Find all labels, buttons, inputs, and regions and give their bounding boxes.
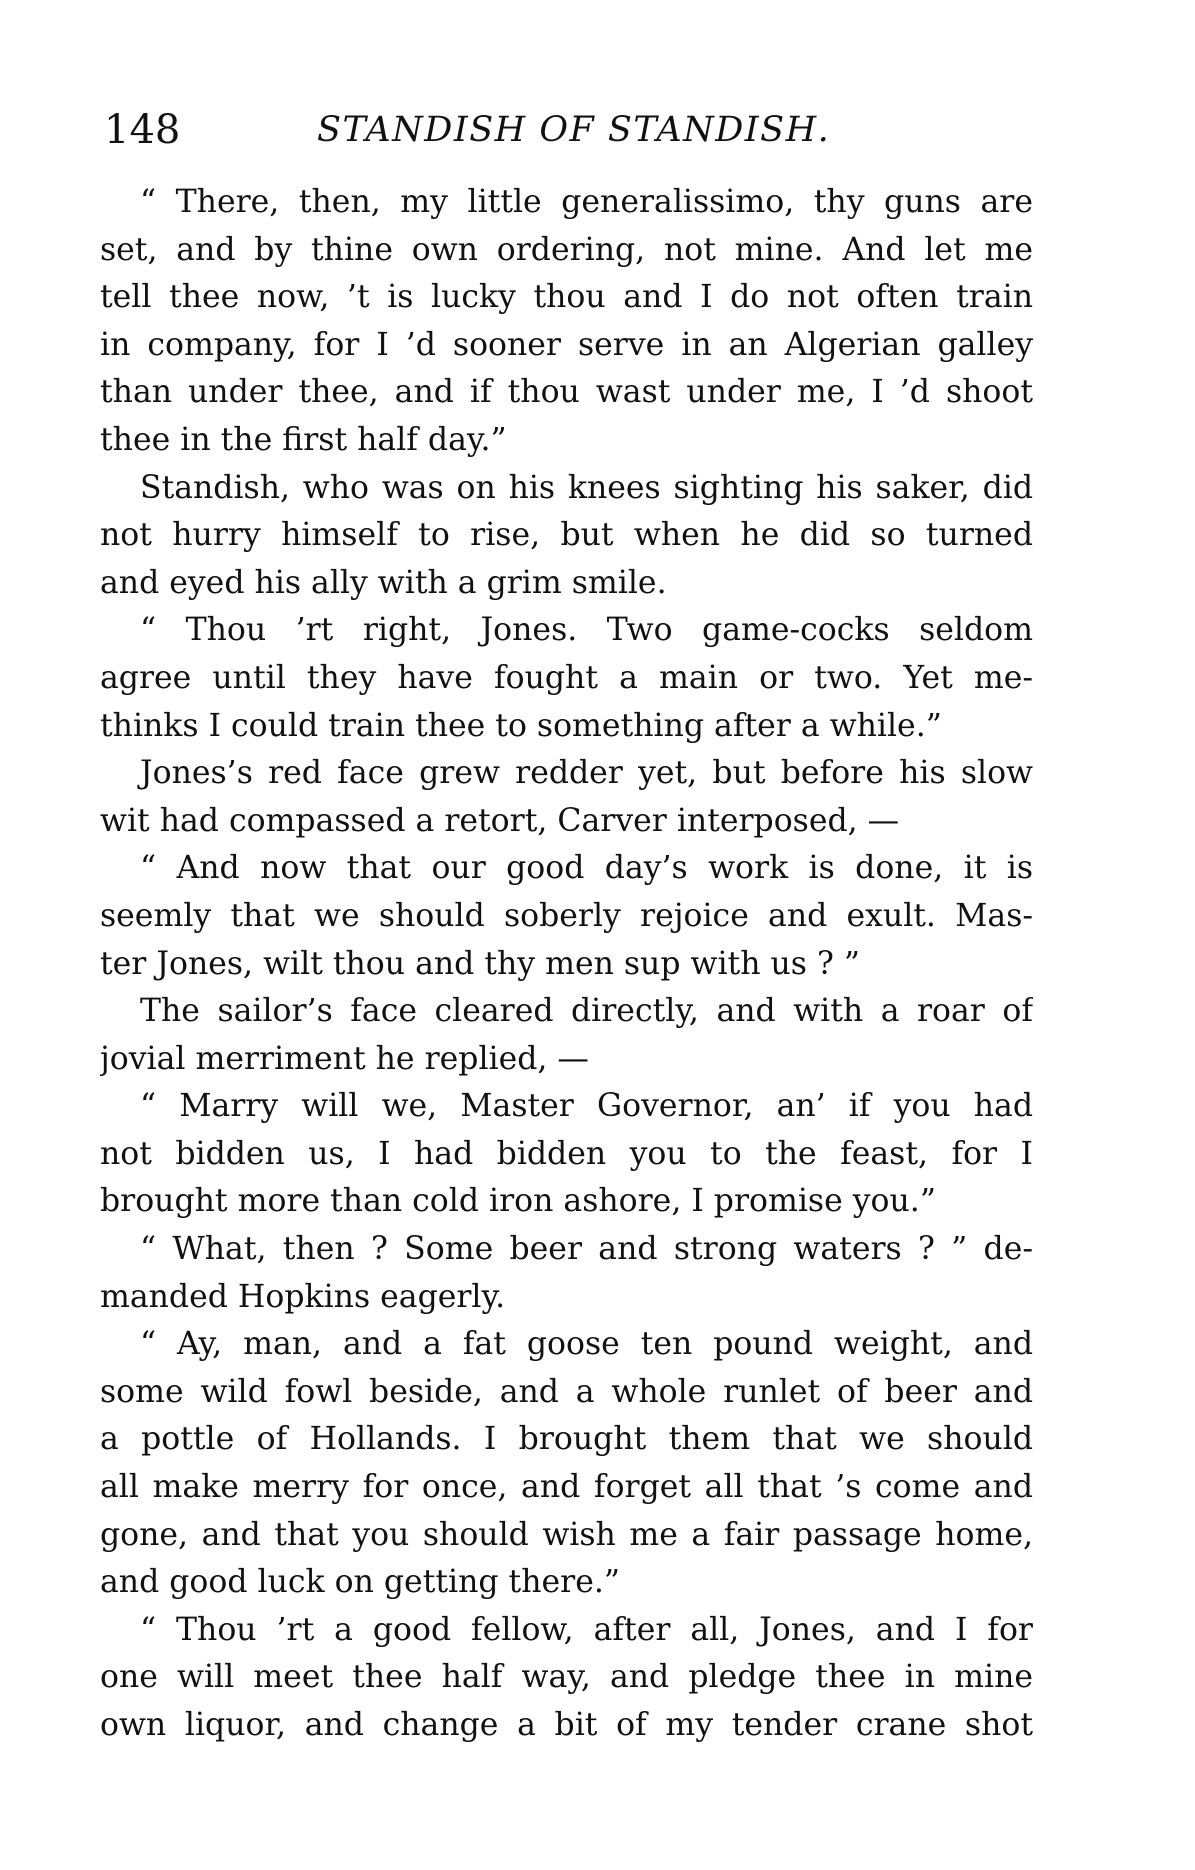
text-line: jovial merriment he replied, — — [100, 1040, 589, 1077]
page-number: 148 — [104, 107, 181, 153]
text-line: Jones’s red face grew redder yet, but before his slow — [140, 755, 1033, 792]
text-line: tell thee now, ’t is lucky thou and I do not often train — [100, 279, 1033, 316]
text-line: “ Marry will we, Master Governor, an’ if you had — [140, 1088, 1033, 1125]
text-line: wit had compassed a retort, Carver interposed, — — [100, 802, 900, 839]
text-line: own liquor, and change a bit of my tender crane shot — [100, 1707, 1033, 1743]
text-line: thee in the first half day.” — [100, 421, 507, 458]
text-line: brought more than cold iron ashore, I promise you.” — [100, 1183, 936, 1220]
text-line: and eyed his ally with a grim smile. — [100, 564, 667, 601]
text-line: gone, and that you should wish me a fair passage home, — [100, 1516, 1033, 1553]
text-line: The sailor’s face cleared directly, and with a roar of — [140, 993, 1033, 1030]
text-line: “ Thou ’rt a good fellow, after all, Jones, and I for — [140, 1611, 1033, 1648]
page-header — [104, 100, 1029, 160]
body-text — [100, 179, 1033, 1750]
text-line: Standish, who was on his knees sighting his saker, did — [140, 469, 1033, 506]
text-line: “ Thou ’rt right, Jones. Two game-cocks seldom — [140, 612, 1033, 649]
running-title: STANDISH OF STANDISH. — [317, 110, 831, 150]
text-line: and good luck on getting there.” — [100, 1564, 620, 1601]
text-line: seemly that we should soberly rejoice and exult. Mas- — [100, 897, 1033, 934]
text-line: a pottle of Hollands. I brought them that we should — [100, 1421, 1033, 1458]
text-line: ter Jones, wilt thou and thy men sup with us ? ” — [100, 945, 860, 982]
text-line: “ There, then, my little generalissimo, thy guns are — [140, 184, 1033, 220]
text-line: one will meet thee half way, and pledge thee in mine — [100, 1659, 1033, 1696]
text-line: some wild fowl beside, and a whole runlet of beer and — [100, 1373, 1033, 1410]
text-line: agree until they have fought a main or two. Yet me- — [100, 659, 1033, 696]
text-line: not bidden us, I had bidden you to the feast, for I — [100, 1135, 1033, 1172]
text-line: “ What, then ? Some beer and strong waters ? ” de- — [140, 1231, 1033, 1268]
text-line: all make merry for once, and forget all that ’s come and — [100, 1469, 1033, 1506]
text-line: thinks I could train thee to something after a while.” — [100, 707, 942, 744]
text-line: in company, for I ’d sooner serve in an Algerian galley — [100, 326, 1033, 363]
text-line: manded Hopkins eagerly. — [100, 1278, 506, 1315]
text-line: than under thee, and if thou wast under me, I ’d shoot — [100, 374, 1033, 411]
text-line: not hurry himself to rise, but when he did so turned — [100, 517, 1033, 554]
text-line: “ Ay, man, and a fat goose ten pound weight, and — [140, 1326, 1033, 1363]
text-line: set, and by thine own ordering, not mine. And let me — [100, 231, 1033, 268]
text-line: “ And now that our good day’s work is done, it is — [140, 850, 1033, 887]
